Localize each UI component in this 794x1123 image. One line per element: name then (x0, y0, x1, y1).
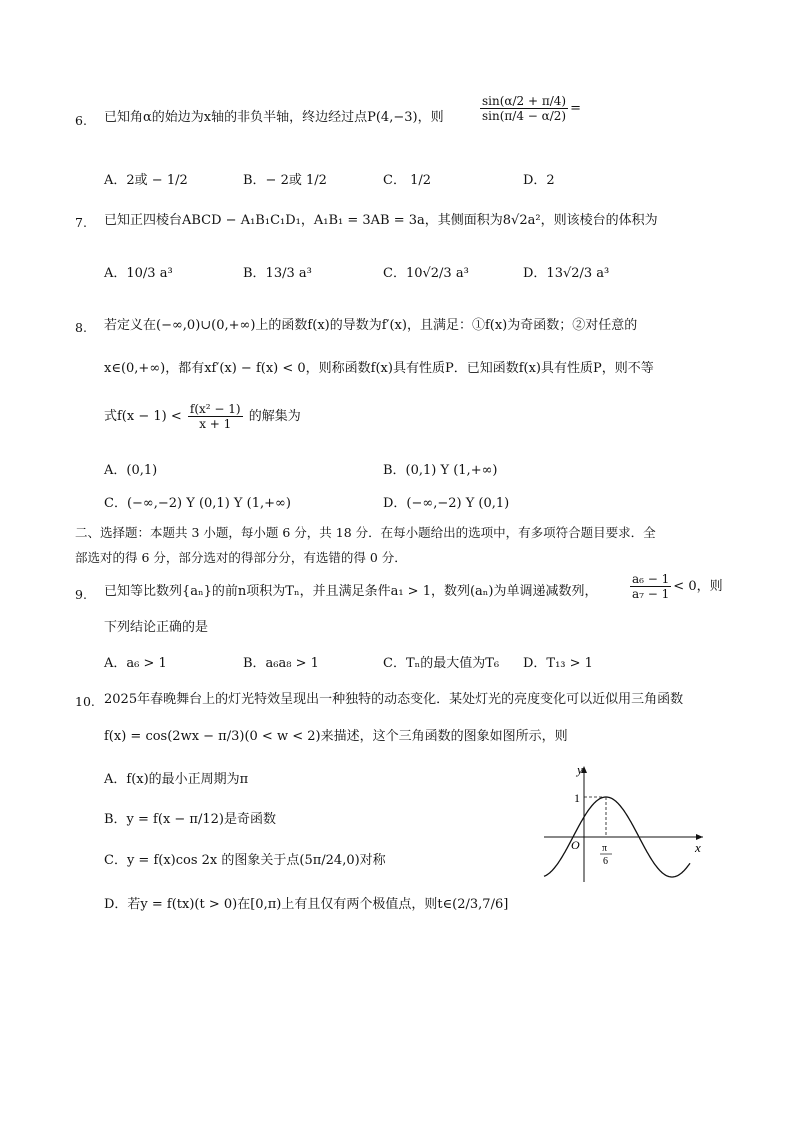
q10-option-d[interactable]: D．若y = f(tx)(t > 0)在[0,π)上有且仅有两个极值点，则t∈(2/3,7/6] (104, 897, 509, 912)
q10-number: 10. (75, 694, 95, 709)
q6-option-c[interactable]: C． 1/2 (383, 173, 432, 188)
q6-frac-bot: sin(π/4 − α/2) (482, 109, 567, 123)
q7-option-a[interactable]: A．10/3 a³ (104, 266, 173, 281)
section2-line2: 部选对的得 6 分，部分选对的得部分分，有选错的得 0 分． (75, 550, 407, 565)
graph-xtick-top: π (602, 843, 608, 854)
q6-option-d[interactable]: D．2 (523, 173, 555, 188)
q9-number: 9. (75, 587, 87, 602)
q8-line3 (104, 402, 301, 431)
q6-stem-text: 已知角α的始边为x轴的非负半轴，终边经过点P(4,−3)，则 (104, 110, 444, 125)
q8-line2: x∈(0,+∞)，都有xf′(x) − f(x) < 0，则称函数f(x)具有性质P．已知函数f(x)具有性质P，则不等 (104, 361, 654, 376)
q10-option-c[interactable]: C．y = f(x)cos 2x 的图象关于点(5π/24,0)对称 (104, 853, 386, 868)
q8-frac-top: f(x² − 1) (189, 402, 241, 416)
graph-peak-label: 1 (574, 791, 580, 805)
q7-stem: 已知正四棱台ABCD − A₁B₁C₁D₁，A₁B₁ = 3AB = 3a，其侧面积为8√2a²，则该棱台的体积为 (104, 213, 658, 228)
q6-option-a[interactable]: A．2或 − 1/2 (104, 173, 188, 188)
q8-line1: 若定义在(−∞,0)∪(0,+∞)上的函数f(x)的导数为f′(x)，且满足：①f(x)为奇函数；②对任意的 (104, 318, 638, 333)
q9-option-d[interactable]: D．T₁₃ > 1 (523, 656, 593, 671)
q9-fraction (628, 572, 723, 601)
q9-line1-pre: 已知等比数列{aₙ}的前n项积为Tₙ，并且满足条件a₁ > 1，数列(aₙ)为单调递减数列， (104, 584, 598, 599)
q8-option-b[interactable]: B．(0,1) Y (1,+∞) (383, 463, 498, 478)
q10-option-a[interactable]: A．f(x)的最小正周期为π (104, 772, 249, 787)
q7-option-b[interactable]: B．13/3 a³ (243, 266, 312, 281)
q8-frac-bot: x + 1 (188, 416, 243, 431)
q9-line1 (104, 584, 598, 600)
q7-number: 7. (75, 215, 87, 230)
q8-line3-pre: 式f(x − 1) < (104, 409, 182, 424)
q10-line1: 2025年春晚舞台上的灯光特效呈现出一种独特的动态变化．某处灯光的亮度变化可以近似用三角函数 (104, 692, 684, 707)
q7-option-c[interactable]: C．10√2/3 a³ (383, 266, 469, 281)
q8-line3-post: 的解集为 (248, 409, 301, 424)
q6-frac-top: sin(α/2 + π/4) (482, 94, 567, 108)
q6-fraction (478, 94, 581, 123)
q9-option-c[interactable]: C．Tₙ的最大值为T₆ (383, 656, 500, 671)
q9-option-a[interactable]: A．a₆ > 1 (104, 656, 167, 671)
q10-cosine-graph (540, 762, 710, 887)
q8-number: 8. (75, 320, 87, 335)
q6-eq: = (570, 101, 582, 116)
q9-line2: 下列结论正确的是 (104, 620, 209, 635)
q6-option-b[interactable]: B．− 2或 1/2 (243, 173, 327, 188)
q10-option-b[interactable]: B．y = f(x − π/12)是奇函数 (104, 812, 276, 827)
q10-line2: f(x) = cos(2wx − π/3)(0 < w < 2)来描述，这个三角函数的图象如图所示，则 (104, 729, 568, 744)
q9-line1-post: < 0，则 (673, 579, 723, 594)
q6-stem (104, 110, 444, 126)
q7-option-d[interactable]: D．13√2/3 a³ (523, 266, 610, 281)
graph-origin-label: O (571, 838, 580, 852)
graph-y-label: y (577, 762, 583, 777)
q8-option-a[interactable]: A．(0,1) (104, 463, 158, 478)
q9-option-b[interactable]: B．a₆a₈ > 1 (243, 656, 319, 671)
graph-x-label: x (695, 840, 701, 855)
q6-number: 6. (75, 113, 87, 128)
q9-frac-bot: a₇ − 1 (632, 587, 670, 601)
q8-option-c[interactable]: C．(−∞,−2) Y (0,1) Y (1,+∞) (104, 496, 291, 511)
graph-xtick-bot: 6 (603, 856, 608, 867)
section2-line1: 二、选择题：本题共 3 小题，每小题 6 分，共 18 分．在每小题给出的选项中，有多项符合题目要求．全 (75, 525, 656, 540)
q8-option-d[interactable]: D．(−∞,−2) Y (0,1) (383, 496, 510, 511)
q9-frac-top: a₆ − 1 (632, 572, 670, 586)
